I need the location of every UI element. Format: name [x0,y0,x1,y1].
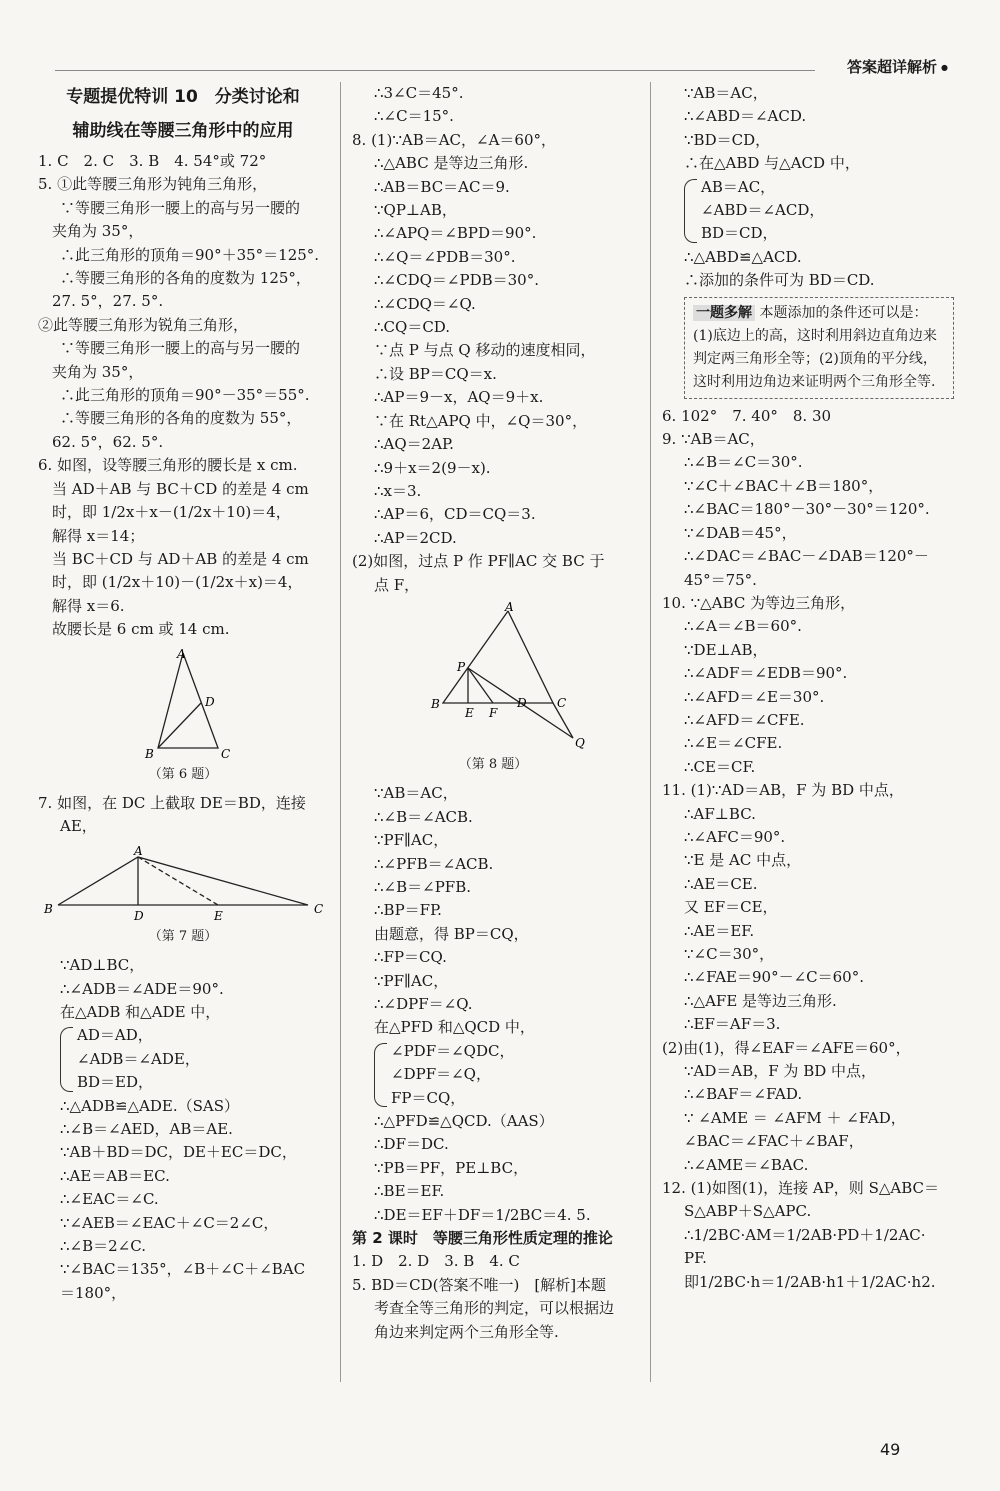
column-divider [340,82,341,1382]
answer-lines [352,82,634,597]
answer-line: ∴BE＝EF. [374,1182,445,1201]
answer-line: 考查全等三角形的判定，可以根据边 [374,1299,615,1318]
answer-line: ∴9＋x＝2(9－x). [374,458,491,477]
answer-line: (2)如图，过点 P 作 PF∥AC 交 BC 于 [352,552,605,571]
answer-line: ∴在△ABD 与△ACD 中， [684,154,860,173]
answer-line: 12. (1)如图(1)，连接 AP，则 S△ABC＝ [662,1179,940,1198]
answer-line: ∴添加的条件可为 BD＝CD. [684,271,875,290]
figure-caption: （第 6 题） [148,766,218,782]
page-number: 49 [880,1440,901,1459]
tip-text: 本题添加的条件还可以是：(1)底边上的高，这时利用斜边直角边来判定两三角形全等；(2)顶角的平分线，这时利用边角边来证明两个三角形全等. [693,304,937,390]
answer-lines [352,782,634,1039]
answer-line: ∵AB＋BD＝DC，DE＋EC＝DC， [60,1143,297,1162]
answer-line: ∴∠DPF＝∠Q. [374,995,473,1013]
answer-line: 45°＝75°. [684,570,757,589]
answer-line: ∴∠B＝∠PFB. [374,877,471,896]
answer-line: ∴∠EAC＝∠C. [60,1190,159,1209]
answer-line: ∴∠AFD＝∠CFE. [684,710,805,729]
svg-text:A: A [505,599,514,614]
svg-text:B: B [44,901,53,916]
answer-line: ∴DE＝EF＋DF＝1/2BC＝4. 5. [374,1205,591,1224]
answer-line: ∴∠AME＝∠BAC. [684,1155,809,1174]
answer-line: 1. D 2. D 3. B 4. C [352,1252,520,1271]
answer-line: ∵BD＝CD， [684,130,771,149]
answer-line: ∵等腰三角形一腰上的高与另一腰的 [60,339,301,358]
answer-line: ∴AP＝2CD. [374,528,457,547]
column-divider [650,82,651,1382]
answer-line: ∴∠AFD＝∠E＝30°. [684,687,825,706]
answer-line: ∴∠B＝∠AED，AB＝AE. [60,1120,233,1138]
answer-line: ＝180°， [60,1283,127,1302]
answer-line: ∴x＝3. [374,481,422,500]
answer-line: ∵AD⊥BC， [60,956,145,975]
answer-line: ∵在 Rt△APQ 中，∠Q＝30°， [374,411,588,430]
svg-text:B: B [145,746,154,761]
section-title: 专题提优特训 10 分类讨论和 [66,87,300,107]
figure-7 [38,845,328,948]
header-rule [55,70,815,71]
column-3 [662,82,954,1294]
answer-line: ∴∠BAF＝∠FAD. [684,1085,803,1104]
answer-line: ∴此三角形的顶角＝90°－35°＝55°. [60,386,310,405]
answer-line: ∵∠C＝30°， [684,945,775,963]
answer-line: ∴EF＝AF＝3. [684,1015,781,1034]
answer-line: S△ABP＋S△APC. [684,1202,812,1221]
answer-line: ∴∠B＝∠ACB. [374,807,473,826]
header-title: 答案超详解析 ● [847,56,948,77]
answer-line: 即1/2BC·h＝1/2AB·h1＋1/2AC·h2. [684,1272,936,1291]
brace-line: ∠PDF＝∠QDC， [391,1041,515,1060]
answer-line: 点 F， [374,575,420,594]
answer-line: 62. 5°，62. 5°. [52,432,164,451]
answer-line: ②此等腰三角形为锐角三角形， [38,315,249,334]
answer-line: ∴∠PFB＝∠ACB. [374,854,494,873]
answer-line: ∴∠CDQ＝∠Q. [374,294,476,313]
answer-line: ∵AD＝AB，F 为 BD 中点， [684,1062,877,1081]
svg-text:B: B [431,696,440,711]
answer-line: 6. 102° 7. 40° 8. 30 [662,406,832,425]
answer-line: ∴△AFE 是等边三角形. [684,991,837,1010]
answer-line: ∴∠E＝∠CFE. [684,734,783,753]
answer-line: ∴FP＝CQ. [374,948,447,967]
brace-system [38,1024,328,1094]
brace-system [662,176,954,246]
answer-lines [352,1110,634,1227]
answer-line: ∵∠DAB＝45°， [684,523,797,542]
answer-lines [662,405,954,1294]
section-title: 辅助线在等腰三角形中的应用 [72,121,294,141]
section-heading: 第 2 课时 等腰三角形性质定理的推论 [352,1229,613,1248]
answer-line: 9. ∵AB＝AC， [662,430,765,449]
answer-line: ∴∠ADB＝∠ADE＝90°. [60,979,224,998]
tip-badge: 一题多解 [693,305,755,321]
brace-system [352,1040,634,1110]
answer-line: 又 EF＝CE， [684,898,778,917]
answer-line: ∴∠AFC＝90°. [684,827,786,846]
figure-8 [352,599,634,776]
column-1 [38,82,328,1305]
answer-lines [352,1250,634,1344]
brace-line: BD＝CD， [701,224,778,243]
answer-line: ∴AE＝EF. [684,921,755,940]
answer-line: ∴此三角形的顶角＝90°＋35°＝125°. [60,245,320,264]
answer-line: ∴∠ABD＝∠ACD. [684,107,807,126]
answer-line: (2)由(1)，得∠EAF＝∠AFE＝60°， [662,1038,911,1057]
figure-caption: （第 8 题） [458,756,528,772]
answer-line: ∴△PFD≌△QCD.（AAS） [374,1112,554,1131]
answer-line: ∵∠C＋∠BAC＋∠B＝180°， [684,476,884,495]
tip-box [684,297,954,399]
figure-caption: （第 7 题） [148,928,218,944]
answer-line: ∴等腰三角形的各角的度数为 125°， [60,269,311,288]
answer-line: ∴∠ADF＝∠EDB＝90°. [684,664,848,683]
answer-line: ∴3∠C＝45°. [374,84,464,102]
answer-line: 6. 如图，设等腰三角形的腰长是 x cm. [38,456,298,475]
answer-line: PF. [684,1249,707,1268]
answer-line: 时，即 1/2x＋x－(1/2x＋10)＝4， [52,503,291,522]
answer-line: 在△ADB 和△ADE 中， [60,1002,221,1021]
brace-line: ∠ADB＝∠ADE， [77,1049,200,1068]
answer-line: ∵PF∥AC， [374,971,449,990]
answer-line: ∴∠A＝∠B＝60°. [684,617,802,636]
figure-6 [38,648,328,786]
answer-line: 5. ①此等腰三角形为钝角三角形， [38,175,268,194]
answer-lines [38,954,328,1024]
answer-line: 1. C 2. C 3. B 4. 54°或 72° [38,152,267,170]
answer-line: ∴∠FAE＝90°－∠C＝60°. [684,968,864,987]
answer-line: ∴CQ＝CD. [374,318,451,337]
answer-line: 夹角为 35°， [52,362,144,381]
answer-line: ∵ ∠AME ＝ ∠AFM ＋ ∠FAD， [684,1108,906,1127]
answer-line: 当 BC＋CD 与 AD＋AB 的差是 4 cm [52,549,309,568]
brace-line: AD＝AD， [77,1026,153,1045]
svg-text:P: P [457,659,466,674]
answer-line: ∴△ADB≌△ADE.（SAS） [60,1096,240,1115]
answer-line: ∴AE＝AB＝EC. [60,1166,170,1185]
answer-line: ∴∠CDQ＝∠PDB＝30°. [374,271,539,290]
answer-line: 故腰长是 6 cm 或 14 cm. [52,620,230,639]
answer-line: ∠BAC＝∠FAC＋∠BAF， [684,1132,864,1151]
answer-line: ∵PB＝PF，PE⊥BC， [374,1158,529,1177]
answer-line: ∴∠B＝∠C＝30°. [684,453,803,472]
brace-line: FP＝CQ， [391,1088,466,1107]
answer-line: ∴AE＝CE. [684,874,758,893]
answer-line: ∴AQ＝2AP. [374,435,454,454]
svg-text:F: F [489,705,498,720]
answer-line: 夹角为 35°， [52,222,144,241]
answer-line: 8. (1)∵AB＝AC，∠A＝60°， [352,130,557,149]
svg-text:E: E [214,908,223,923]
answer-lines [38,1095,328,1306]
answer-line: 时，即 (1/2x＋10)－(1/2x＋x)＝4， [52,573,303,592]
answer-line: ∴△ABC 是等边三角形. [374,154,529,173]
answer-line: 7. 如图，在 DC 上截取 DE＝BD，连接 [38,793,306,812]
answer-lines [38,792,328,839]
answer-line: ∴DF＝DC. [374,1135,449,1154]
answer-line: ∴△ABD≌△ACD. [684,247,802,266]
svg-text:E: E [465,705,474,720]
svg-text:C: C [557,695,567,710]
answer-line: ∴∠B＝2∠C. [60,1237,146,1256]
svg-text:Q: Q [575,735,585,750]
svg-text:D: D [517,695,527,710]
answer-line: 解得 x＝14； [52,526,145,545]
answer-line: ∴∠APQ＝∠BPD＝90°. [374,224,537,243]
answer-lines [662,82,954,176]
answer-line: ∵点 P 与点 Q 移动的速度相同， [374,341,596,360]
answer-line: ∴∠C＝15°. [374,107,454,126]
answer-line: ∴等腰三角形的各角的度数为 55°， [60,409,302,428]
answer-lines [38,150,328,642]
answer-line: ∴AP＝6，CD＝CQ＝3. [374,505,536,524]
svg-text:A: A [177,646,186,661]
answer-line: 解得 x＝6. [52,596,125,615]
answer-line: ∴CE＝CF. [684,757,756,776]
svg-text:A: A [134,843,143,858]
answer-line: ∵AB＝AC， [684,84,768,102]
answer-line: 当 AD＋AB 与 BC＋CD 的差是 4 cm [52,479,309,498]
answer-line: 5. BD＝CD(答案不唯一) [解析]本题 [352,1275,607,1294]
answer-line: ∴∠Q＝∠PDB＝30°. [374,247,516,266]
answer-line: 11. (1)∵AD＝AB，F 为 BD 中点， [662,781,904,800]
answer-line: 角边来判定两个三角形全等. [374,1322,559,1341]
answer-line: AE， [60,817,97,836]
brace-line: ∠ABD＝∠ACD， [701,201,825,220]
answer-line: ∴BP＝FP. [374,901,442,920]
answer-lines [662,246,954,293]
answer-line: ∵QP⊥AB， [374,201,457,220]
answer-line: ∴∠BAC＝180°－30°－30°＝120°. [684,500,930,519]
answer-line: ∵AB＝AC， [374,784,458,803]
answer-line: ∵E 是 AC 中点， [684,851,802,870]
answer-line: ∴AP＝9－x，AQ＝9＋x. [374,388,544,407]
brace-line: AB＝AC， [701,177,776,196]
answer-line: 27. 5°，27. 5°. [52,292,164,311]
answer-line: ∴设 BP＝CQ＝x. [374,364,497,383]
svg-text:D: D [134,908,144,923]
answer-line: ∴∠DAC＝∠BAC－∠DAB＝120°－ [684,547,929,566]
answer-line: ∴AB＝BC＝AC＝9. [374,177,510,196]
answer-line: 在△PFD 和△QCD 中， [374,1018,535,1037]
svg-text:C: C [314,901,324,916]
svg-text:D: D [205,694,215,709]
answer-line: ∴1/2BC·AM＝1/2AB·PD＋1/2AC· [684,1225,926,1244]
answer-line: 由题意，得 BP＝CQ， [374,924,529,943]
answer-line: ∵∠BAC＝135°，∠B＋∠C＋∠BAC [60,1260,306,1279]
answer-line: ∵∠AEB＝∠EAC＋∠C＝2∠C， [60,1213,279,1232]
answer-line: ∵PF∥AC， [374,831,449,850]
answer-line: ∴AF⊥BC. [684,804,756,823]
answer-line: ∵等腰三角形一腰上的高与另一腰的 [60,198,301,217]
answer-line: ∵DE⊥AB， [684,640,768,659]
column-2 [352,82,634,1344]
answer-line: 10. ∵△ABC 为等边三角形， [662,593,856,612]
svg-text:C: C [221,746,231,761]
brace-line: BD＝ED， [77,1073,154,1092]
brace-line: ∠DPF＝∠Q， [391,1065,491,1084]
